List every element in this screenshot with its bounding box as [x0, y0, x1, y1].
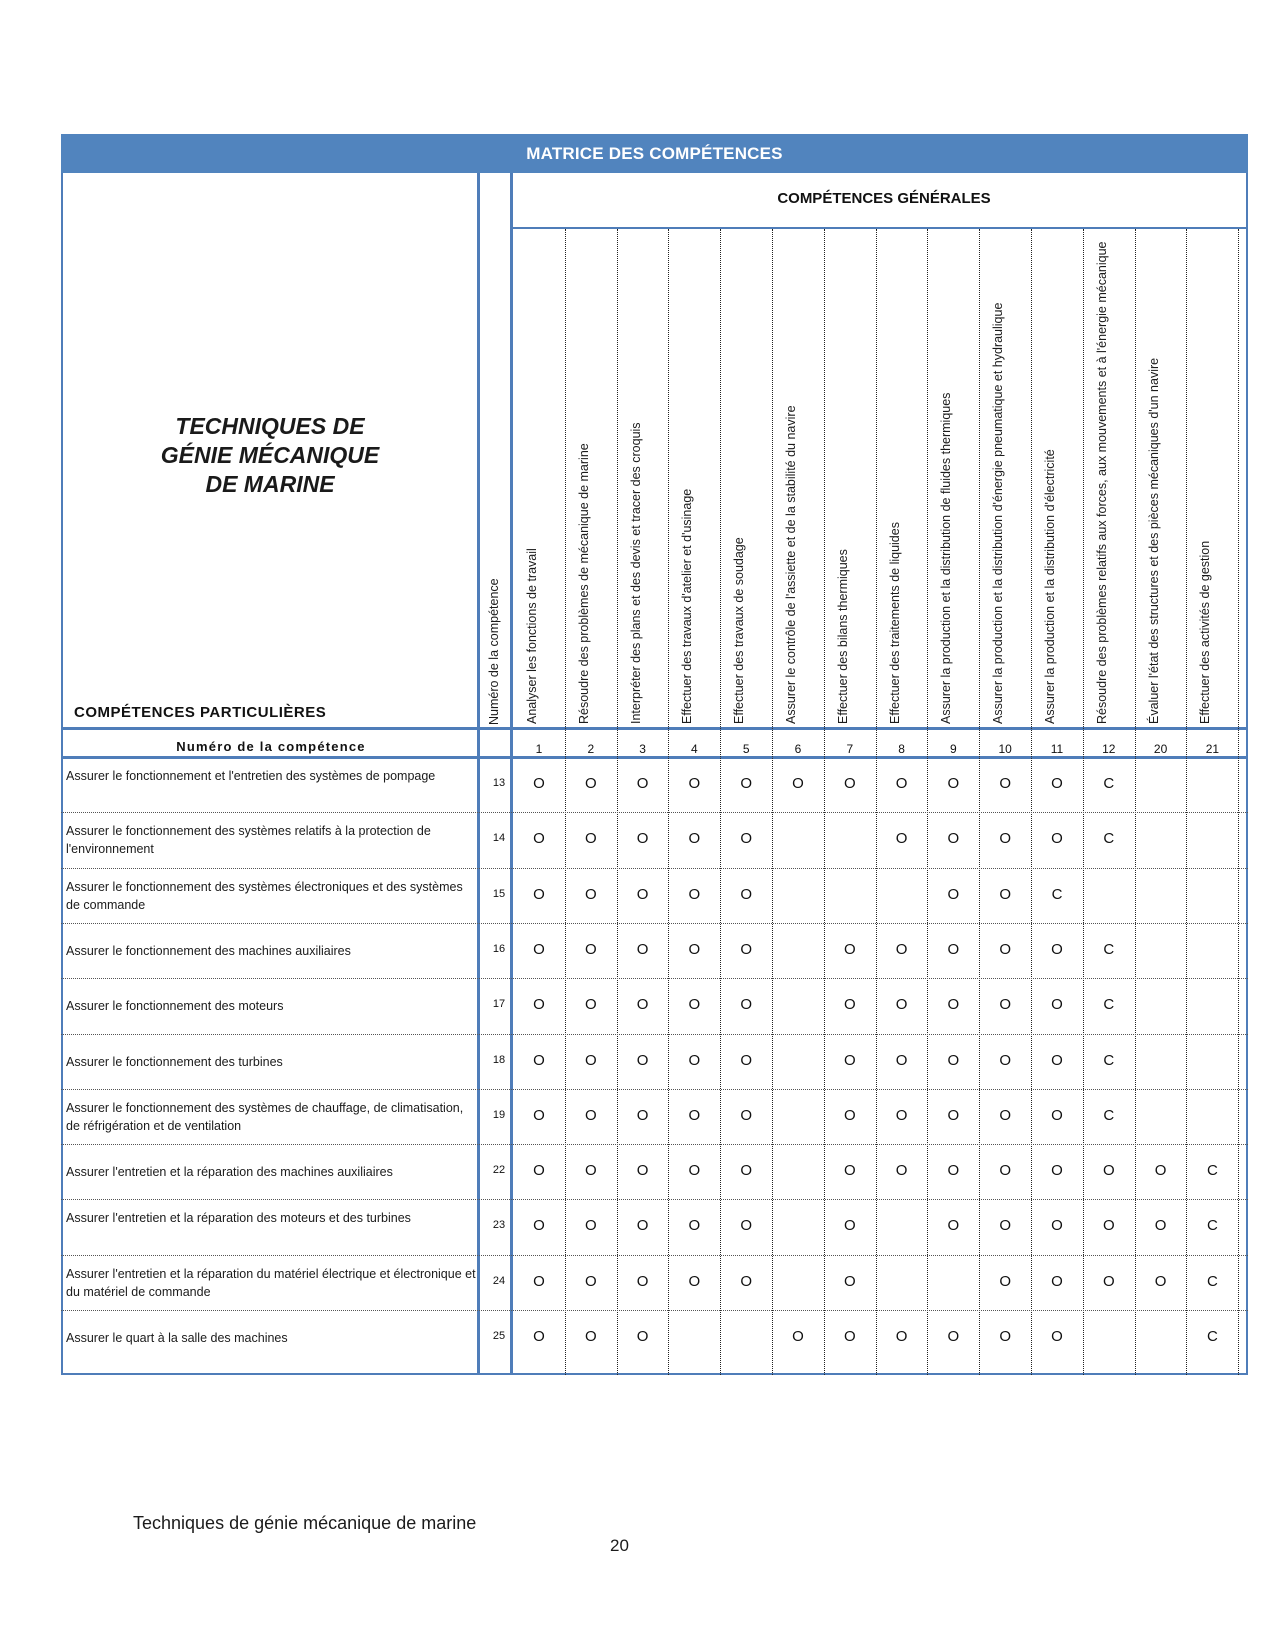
matrix-cell-o: O: [584, 1272, 597, 1290]
matrix-cell-o: O: [843, 1217, 856, 1235]
row-separator: [61, 1255, 1248, 1256]
matrix-cell-o: O: [947, 1106, 960, 1124]
matrix-cell-o: O: [999, 1217, 1012, 1235]
column-separator: [927, 229, 928, 1375]
matrix-cell-o: O: [740, 1106, 753, 1124]
row-competency-number: 14: [492, 832, 506, 845]
general-competency-number: 4: [691, 742, 698, 756]
matrix-cell-o: O: [947, 1051, 960, 1069]
row-competency-label: Assurer l'entretien et la réparation du matériel électrique et électronique et du matériel de commande: [66, 1266, 476, 1299]
row-competency-label: Assurer le fonctionnement des moteurs: [66, 999, 284, 1014]
matrix-cell-o: O: [584, 940, 597, 958]
matrix-cell-o: O: [636, 1106, 649, 1124]
matrix-cell-o: O: [584, 1162, 597, 1180]
matrix-cell-o: O: [688, 775, 701, 792]
matrix-cell-o: O: [999, 1051, 1012, 1069]
column-separator: [979, 229, 980, 1375]
number-row-bottom-line: [61, 756, 1248, 759]
matrix-cell-o: O: [1102, 1272, 1115, 1290]
matrix-cell-o: O: [895, 1051, 908, 1069]
matrix-cell-o: O: [843, 1328, 856, 1345]
left-panel-divider: [477, 173, 480, 1375]
matrix-cell-o: O: [636, 1051, 649, 1069]
column-separator: [1186, 229, 1187, 1375]
matrix-cell-o: O: [947, 940, 960, 958]
matrix-cell-o: O: [895, 1328, 908, 1345]
program-title-line: TECHNIQUES DE: [175, 413, 365, 439]
matrix-title-bar: [61, 134, 1248, 173]
matrix-cell-o: O: [1051, 1217, 1063, 1235]
matrix-cell-o: O: [1051, 775, 1063, 792]
matrix-cell-o: O: [1051, 996, 1063, 1014]
matrix-cell-o: O: [636, 940, 649, 958]
row-separator: [61, 1144, 1248, 1145]
matrix-cell-o: O: [947, 1217, 960, 1235]
row-competency-number: 24: [492, 1274, 506, 1287]
row-separator: [61, 868, 1248, 869]
matrix-cell-o: O: [636, 996, 649, 1014]
column-separator: [1083, 229, 1084, 1375]
matrix-cell-o: O: [740, 1272, 753, 1290]
matrix-cell-c: C: [1103, 1106, 1115, 1124]
matrix-cell-o: O: [1051, 1051, 1063, 1069]
matrix-cell-o: O: [740, 940, 753, 958]
matrix-cell-o: O: [740, 775, 753, 792]
matrix-cell-o: O: [533, 1162, 545, 1180]
matrix-cell-c: C: [1206, 1272, 1218, 1290]
matrix-cell-o: O: [1154, 1217, 1167, 1235]
matrix-cell-c: C: [1103, 996, 1115, 1014]
row-competency-number: 17: [492, 998, 506, 1011]
row-competency-number: 22: [492, 1164, 506, 1177]
matrix-cell-o: O: [999, 940, 1012, 958]
matrix-cell-o: O: [584, 1328, 597, 1345]
matrix-cell-o: O: [1051, 1328, 1063, 1345]
matrix-cell-c: C: [1103, 830, 1115, 848]
general-competency-number: 9: [950, 742, 957, 756]
general-competency-number: 2: [587, 742, 595, 756]
number-column-divider: [510, 173, 513, 1375]
matrix-cell-o: O: [584, 1051, 597, 1069]
matrix-cell-o: O: [843, 775, 856, 792]
matrix-cell-o: O: [740, 830, 753, 848]
general-competency-number: 11: [1050, 742, 1064, 756]
matrix-cell-o: O: [947, 996, 960, 1014]
general-competency-number: 1: [535, 742, 543, 756]
matrix-cell-o: O: [636, 885, 649, 903]
matrix-cell-o: O: [688, 1162, 701, 1180]
matrix-cell-o: O: [843, 940, 856, 958]
matrix-cell-o: O: [688, 830, 701, 848]
matrix-cell-o: O: [1102, 1162, 1115, 1180]
general-competency-header: Évaluer l'état des structures et des pièces mécaniques d'un navire: [1146, 357, 1161, 724]
column-separator: [1238, 229, 1239, 1375]
matrix-cell-o: O: [999, 885, 1012, 903]
matrix-cell-o: O: [636, 1272, 649, 1290]
column-separator: [565, 229, 566, 1375]
matrix-cell-o: O: [947, 830, 960, 848]
general-competency-number: 10: [998, 742, 1012, 756]
matrix-cell-c: C: [1206, 1162, 1218, 1180]
matrix-cell-o: O: [1154, 1272, 1167, 1290]
row-competency-number: 15: [492, 887, 506, 900]
program-title: [150, 412, 390, 499]
matrix-cell-o: O: [999, 1328, 1012, 1345]
row-competency-number: 16: [492, 942, 506, 955]
general-competency-header: Effectuer des travaux d'atelier et d'usinage: [680, 488, 695, 724]
row-separator: [61, 1310, 1248, 1311]
matrix-cell-o: O: [533, 1217, 545, 1235]
matrix-cell-o: O: [1051, 830, 1063, 848]
row-competency-number: 23: [492, 1219, 506, 1232]
row-competency-number: 18: [492, 1053, 506, 1066]
matrix-cell-o: O: [533, 1106, 545, 1124]
number-row-label: Numéro de la compétence: [176, 739, 366, 754]
matrix-cell-o: O: [533, 1272, 545, 1290]
matrix-cell-o: O: [792, 1328, 804, 1345]
matrix-cell-o: O: [999, 996, 1012, 1014]
row-separator: [61, 812, 1248, 813]
general-competency-header: Résoudre des problèmes de mécanique de marine: [576, 443, 591, 724]
matrix-cell-o: O: [688, 1217, 701, 1235]
matrix-cell-o: O: [636, 830, 649, 848]
row-competency-label: Assurer le fonctionnement et l'entretien des systèmes de pompage: [66, 769, 436, 783]
general-competency-number: 7: [846, 742, 854, 756]
matrix-cell-o: O: [740, 1051, 753, 1069]
row-competency-label: Assurer l'entretien et la réparation des machines auxiliaires: [66, 1165, 393, 1180]
matrix-cell-o: O: [1154, 1162, 1167, 1180]
matrix-cell-o: O: [1051, 1272, 1063, 1290]
general-competency-header: Assurer la production et la distribution d'électricité: [1043, 449, 1057, 724]
column-separator: [876, 229, 877, 1375]
matrix-cell-o: O: [947, 885, 960, 903]
column-separator: [1031, 229, 1032, 1375]
row-competency-label: Assurer l'entretien et la réparation des moteurs et des turbines: [66, 1211, 411, 1226]
program-title-line: DE MARINE: [205, 471, 335, 497]
matrix-cell-o: O: [947, 1162, 960, 1180]
column-separator: [1135, 229, 1136, 1375]
matrix-cell-o: O: [947, 775, 960, 792]
general-competency-header: Interpréter des plans et des devis et tracer des croquis: [628, 422, 643, 724]
general-competency-number: 20: [1153, 742, 1168, 756]
general-competency-number: 12: [1102, 742, 1116, 756]
matrix-cell-c: C: [1103, 1051, 1115, 1069]
matrix-cell-o: O: [999, 1162, 1012, 1180]
matrix-cell-o: O: [843, 996, 856, 1014]
general-competency-header: Assurer la production et la distribution d'énergie pneumatique et hydraulique: [991, 302, 1006, 724]
general-competency-number: 8: [898, 742, 905, 756]
matrix-cell-o: O: [947, 1328, 960, 1345]
matrix-cell-o: O: [1102, 1217, 1115, 1235]
matrix-cell-o: O: [1051, 1162, 1063, 1180]
general-competency-number: 21: [1205, 742, 1220, 756]
matrix-cell-o: O: [740, 885, 753, 903]
general-competency-header: Assurer le contrôle de l'assiette et de la stabilité du navire: [784, 405, 798, 724]
general-competency-header: Effectuer des bilans thermiques: [835, 549, 850, 724]
column-separator: [617, 229, 618, 1375]
general-competencies-title: COMPÉTENCES GÉNÉRALES: [777, 190, 991, 207]
row-competency-label: Assurer le quart à la salle des machines: [66, 1331, 288, 1345]
column-separator: [772, 229, 773, 1375]
matrix-cell-o: O: [584, 830, 597, 848]
matrix-cell-o: O: [843, 1272, 856, 1290]
matrix-cell-o: O: [584, 885, 597, 903]
row-competency-number: 19: [492, 1108, 506, 1121]
matrix-cell-o: O: [688, 1051, 701, 1069]
row-separator: [61, 1034, 1248, 1035]
row-separator: [61, 1199, 1248, 1200]
row-separator: [61, 978, 1248, 979]
general-competency-header: Effectuer des activités de gestion: [1198, 540, 1213, 724]
column-separator: [668, 229, 669, 1375]
matrix-cell-o: O: [584, 1106, 597, 1124]
row-competency-number: 13: [492, 777, 506, 789]
matrix-cell-o: O: [999, 1106, 1012, 1124]
general-competency-header: Résoudre des problèmes relatifs aux forces, aux mouvements et à l'énergie mécanique: [1094, 241, 1109, 724]
row-competency-label: Assurer le fonctionnement des systèmes relatifs à la protection de l'environnement: [66, 824, 431, 857]
matrix-cell-o: O: [688, 885, 701, 903]
matrix-cell-o: O: [533, 830, 545, 848]
matrix-cell-o: O: [688, 940, 701, 958]
general-competency-number: 5: [742, 742, 750, 756]
footer-title: Techniques de génie mécanique de marine: [133, 1513, 477, 1533]
matrix-cell-o: O: [895, 1106, 908, 1124]
matrix-cell-o: O: [843, 1162, 856, 1180]
matrix-cell-o: O: [1051, 1106, 1063, 1124]
matrix-cell-o: O: [636, 775, 649, 792]
matrix-title: MATRICE DES COMPÉTENCES: [526, 143, 783, 163]
matrix-cell-o: O: [999, 830, 1012, 848]
general-competency-header: Assurer la production et la distribution de fluides thermiques: [939, 392, 954, 724]
page-number: 20: [610, 1536, 629, 1555]
column-separator: [824, 229, 825, 1375]
row-competency-label: Assurer le fonctionnement des turbines: [66, 1054, 283, 1069]
matrix-cell-o: O: [533, 885, 545, 903]
matrix-cell-o: O: [1051, 940, 1063, 958]
matrix-cell-o: O: [688, 1106, 701, 1124]
matrix-cell-o: O: [533, 996, 545, 1014]
matrix-cell-o: O: [895, 996, 908, 1014]
matrix-cell-o: O: [533, 775, 545, 792]
row-competency-number: 25: [492, 1330, 506, 1342]
matrix-cell-o: O: [533, 1051, 545, 1069]
matrix-cell-c: C: [1051, 885, 1063, 903]
general-competency-number: 3: [639, 742, 646, 756]
matrix-cell-o: O: [584, 996, 597, 1014]
matrix-cell-o: O: [895, 1162, 908, 1180]
particular-competencies-title: COMPÉTENCES PARTICULIÈRES: [74, 704, 327, 721]
matrix-cell-o: O: [533, 940, 545, 958]
program-title-line: GÉNIE MÉCANIQUE: [160, 442, 380, 468]
matrix-cell-o: O: [636, 1328, 649, 1345]
general-competency-header: Analyser les fonctions de travail: [525, 548, 539, 724]
matrix-cell-o: O: [740, 1217, 753, 1235]
row-competency-label: Assurer le fonctionnement des systèmes électroniques et des systèmes de commande: [66, 879, 463, 912]
matrix-cell-o: O: [636, 1162, 649, 1180]
matrix-cell-o: O: [740, 996, 753, 1014]
column-separator: [720, 229, 721, 1375]
matrix-cell-o: O: [999, 775, 1012, 792]
matrix-cell-o: O: [792, 775, 804, 792]
number-column-header: Numéro de la compétence: [487, 578, 501, 725]
header-bottom-line: [61, 727, 1248, 730]
row-competency-label: Assurer le fonctionnement des machines auxiliaires: [66, 943, 351, 958]
matrix-cell-c: C: [1206, 1328, 1218, 1345]
row-separator: [61, 923, 1248, 924]
matrix-cell-o: O: [688, 996, 701, 1014]
matrix-cell-o: O: [636, 1217, 649, 1235]
row-separator: [61, 1089, 1248, 1090]
general-competency-header: Effectuer des traitements de liquides: [887, 522, 902, 724]
matrix-cell-o: O: [999, 1272, 1012, 1290]
matrix-cell-o: O: [740, 1162, 753, 1180]
matrix-cell-c: C: [1103, 775, 1115, 792]
matrix-cell-o: O: [895, 830, 908, 848]
matrix-cell-c: C: [1206, 1217, 1218, 1235]
row-competency-label: Assurer le fonctionnement des systèmes de chauffage, de climatisation, de réfrigération et de ventilation: [66, 1100, 464, 1133]
matrix-cell-o: O: [843, 1106, 856, 1124]
matrix-cell-o: O: [843, 1051, 856, 1069]
matrix-cell-o: O: [533, 1328, 545, 1345]
matrix-cell-o: O: [688, 1272, 701, 1290]
matrix-cell-o: O: [584, 1217, 597, 1235]
general-competency-header: Effectuer des travaux de soudage: [732, 537, 747, 724]
matrix-cell-c: C: [1103, 940, 1115, 958]
matrix-cell-o: O: [895, 940, 908, 958]
general-competency-number: 6: [794, 742, 802, 756]
matrix-cell-o: O: [584, 775, 597, 792]
matrix-cell-o: O: [895, 775, 908, 792]
